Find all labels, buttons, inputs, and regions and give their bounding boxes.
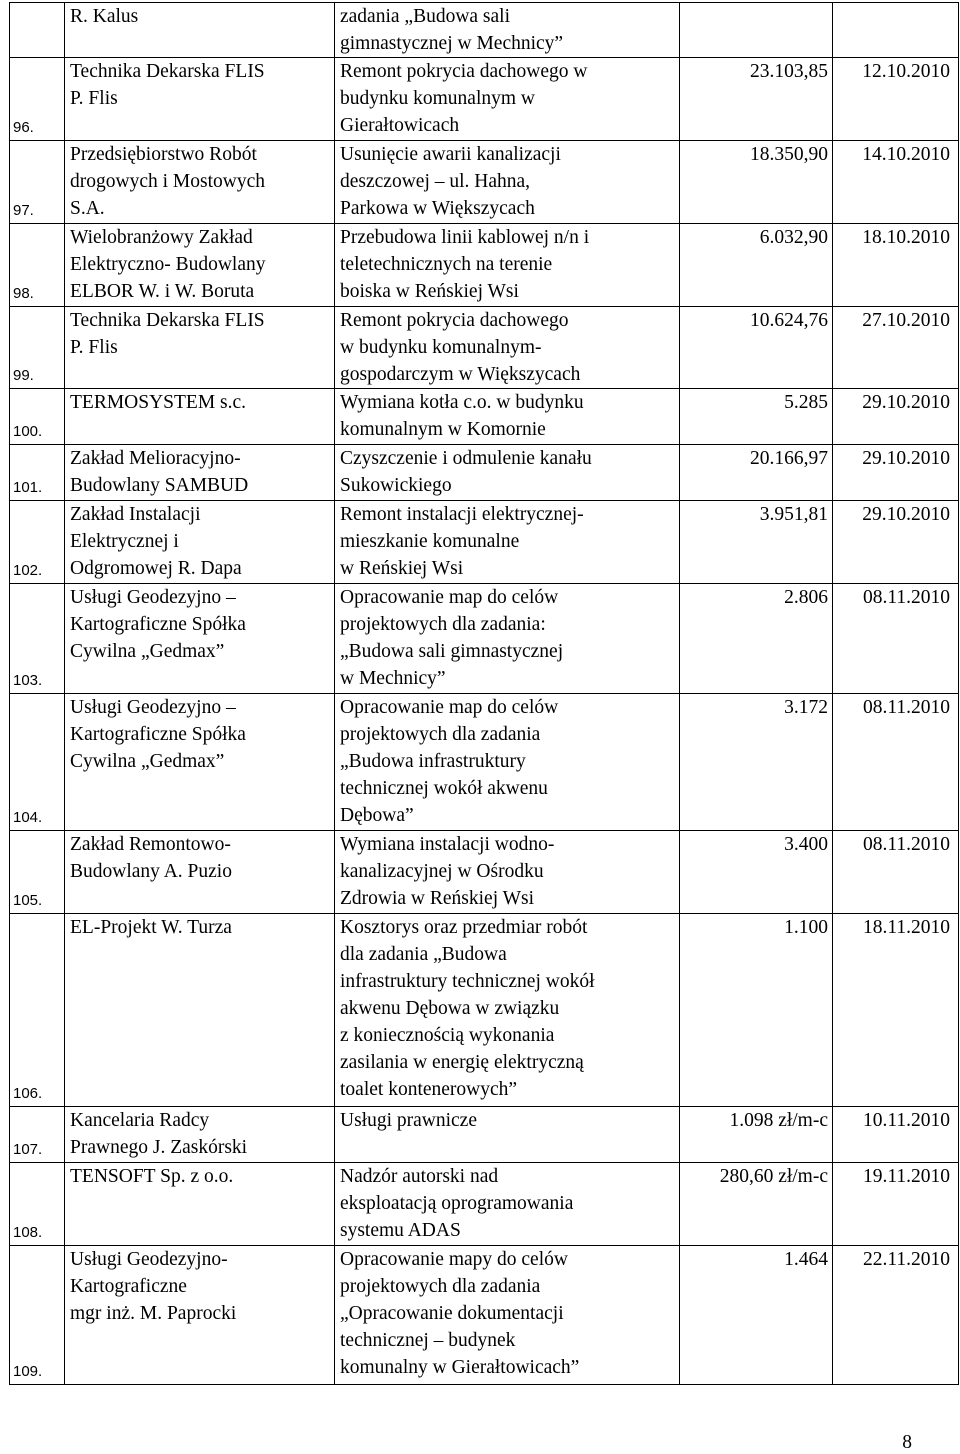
contractor-line: drogowych i Mostowych [70, 171, 265, 192]
row-number-cell [10, 3, 65, 58]
contractor-cell [65, 389, 335, 445]
table-row [10, 58, 959, 141]
contractor-cell [65, 1107, 335, 1163]
subject-line: projektowych dla zadania [340, 1276, 541, 1297]
subject-line: Opracowanie map do celów [340, 587, 559, 608]
subject-line: w budynku komunalnym- [340, 337, 542, 358]
subject-line: gospodarczym w Większycach [340, 364, 581, 385]
date-value: 08.11.2010 [862, 697, 950, 718]
subject-line: Wymiana instalacji wodno- [340, 834, 555, 855]
amount-cell [680, 1246, 833, 1385]
subject-line: Remont pokrycia dachowego [340, 310, 569, 331]
row-number: 108. [13, 1224, 43, 1241]
date-value: 29.10.2010 [862, 448, 950, 469]
date-cell [833, 914, 959, 1107]
amount-cell [680, 445, 833, 501]
amount-value: 20.166,97 [750, 448, 828, 469]
table-row [10, 914, 959, 1107]
subject-line: Przebudowa linii kablowej n/n i [340, 227, 590, 248]
subject-line: Gierałtowicach [340, 115, 460, 136]
amount-value: 10.624,76 [750, 310, 828, 331]
row-number: 109. [13, 1363, 43, 1380]
amount-cell [680, 58, 833, 141]
date-value: 12.10.2010 [862, 61, 950, 82]
subject-cell [335, 389, 680, 445]
row-number: 98. [13, 285, 34, 302]
amount-value: 6.032,90 [759, 227, 828, 248]
subject-cell [335, 3, 680, 58]
date-cell [833, 3, 959, 58]
subject-line: akwenu Dębowa w związku [340, 998, 560, 1019]
subject-cell [335, 445, 680, 501]
date-value: 29.10.2010 [862, 392, 950, 413]
contractor-line: Kartograficzne Spółka [70, 724, 246, 745]
amount-cell [680, 831, 833, 914]
subject-cell [335, 584, 680, 694]
row-number-cell [10, 445, 65, 501]
subject-line: Usunięcie awarii kanalizacji [340, 144, 561, 165]
date-cell [833, 1107, 959, 1163]
contractor-line: Cywilna „Gedmax” [70, 751, 225, 772]
amount-cell [680, 914, 833, 1107]
subject-line: Kosztorys oraz przedmiar robót [340, 917, 588, 938]
date-cell [833, 445, 959, 501]
amount-value: 23.103,85 [750, 61, 828, 82]
amount-cell [680, 307, 833, 389]
subject-line: eksploatacją oprogramowania [340, 1193, 574, 1214]
row-number: 103. [13, 672, 43, 689]
date-cell [833, 584, 959, 694]
row-number-cell [10, 584, 65, 694]
contractor-line: Elektrycznej i [70, 531, 179, 552]
contractor-line: Prawnego J. Zaskórski [70, 1137, 248, 1158]
row-number-cell [10, 141, 65, 224]
contractor-cell [65, 584, 335, 694]
contractor-line: Zakład Remontowo- [70, 834, 231, 855]
contractor-line: Budowlany SAMBUD [70, 475, 249, 496]
table-row [10, 224, 959, 307]
amount-cell [680, 224, 833, 307]
contractor-line: Kancelaria Radcy [70, 1110, 210, 1131]
contractor-line: Przedsiębiorstwo Robót [70, 144, 257, 165]
subject-line: budynku komunalnym w [340, 88, 535, 109]
subject-line: z koniecznością wykonania [340, 1025, 555, 1046]
date-value: 08.11.2010 [862, 587, 950, 608]
row-number-cell [10, 1246, 65, 1385]
subject-line: Parkowa w Większycach [340, 198, 535, 219]
date-cell [833, 307, 959, 389]
contractor-line: P. Flis [70, 88, 118, 109]
contractor-cell [65, 1163, 335, 1246]
date-value: 18.10.2010 [862, 227, 950, 248]
subject-line: Nadzór autorski nad [340, 1166, 499, 1187]
row-number: 102. [13, 562, 43, 579]
contractor-line: ELBOR W. i W. Boruta [70, 281, 255, 302]
amount-value: 1.100 [784, 917, 828, 938]
subject-line: kanalizacyjnej w Ośrodku [340, 861, 544, 882]
date-value: 18.11.2010 [862, 917, 950, 938]
contractor-line: TENSOFT Sp. z o.o. [70, 1166, 234, 1187]
subject-line: Sukowickiego [340, 475, 452, 496]
amount-cell [680, 1163, 833, 1246]
amount-value: 18.350,90 [750, 144, 828, 165]
row-number: 105. [13, 892, 43, 909]
subject-line: komunalnym w Komornie [340, 419, 546, 440]
amount-cell [680, 141, 833, 224]
contractor-cell [65, 831, 335, 914]
date-cell [833, 694, 959, 831]
subject-line: Czyszczenie i odmulenie kanału [340, 448, 592, 469]
table-row [10, 445, 959, 501]
table-row [10, 584, 959, 694]
subject-cell [335, 58, 680, 141]
amount-value: 3.951,81 [759, 504, 828, 525]
table-row [10, 141, 959, 224]
subject-line: gimnastycznej w Mechnicy” [340, 33, 564, 54]
subject-line: Wymiana kotła c.o. w budynku [340, 392, 584, 413]
date-value: 27.10.2010 [862, 310, 950, 331]
amount-value: 3.400 [784, 834, 828, 855]
date-value: 08.11.2010 [862, 834, 950, 855]
row-number: 101. [13, 479, 43, 496]
date-cell [833, 831, 959, 914]
date-value: 14.10.2010 [862, 144, 950, 165]
contractor-cell [65, 914, 335, 1107]
amount-value: 5.285 [784, 392, 828, 413]
amount-cell [680, 389, 833, 445]
table-row [10, 307, 959, 389]
row-number-cell [10, 1107, 65, 1163]
contractor-line: EL-Projekt W. Turza [70, 917, 232, 938]
subject-line: komunalny w Gierałtowicach” [340, 1357, 580, 1378]
subject-line: mieszkanie komunalne [340, 531, 520, 552]
contractor-line: Budowlany A. Puzio [70, 861, 232, 882]
row-number: 97. [13, 202, 34, 219]
subject-line: teletechnicznych na terenie [340, 254, 553, 275]
contractor-cell [65, 141, 335, 224]
row-number-cell [10, 831, 65, 914]
table-row [10, 1163, 959, 1246]
table-row [10, 694, 959, 831]
date-value: 19.11.2010 [862, 1166, 950, 1187]
subject-cell [335, 694, 680, 831]
subject-line: w Reńskiej Wsi [340, 558, 464, 579]
contractor-cell [65, 307, 335, 389]
subject-line: Opracowanie map do celów [340, 697, 559, 718]
subject-cell [335, 1107, 680, 1163]
contracts-table-body [10, 3, 959, 1385]
amount-cell [680, 1107, 833, 1163]
subject-line: technicznej wokół akwenu [340, 778, 548, 799]
contractor-line: Kartograficzne Spółka [70, 614, 246, 635]
row-number-cell [10, 389, 65, 445]
amount-value: 3.172 [784, 697, 828, 718]
subject-line: w Mechnicy” [340, 668, 446, 689]
row-number-cell [10, 58, 65, 141]
subject-cell [335, 831, 680, 914]
subject-line: „Budowa sali gimnastycznej [340, 641, 564, 662]
contractor-cell [65, 694, 335, 831]
contractor-line: Zakład Melioracyjno- [70, 448, 241, 469]
table-row [10, 501, 959, 584]
table-row [10, 831, 959, 914]
contractor-line: Zakład Instalacji [70, 504, 201, 525]
row-number: 106. [13, 1085, 43, 1102]
subject-line: infrastruktury technicznej wokół [340, 971, 595, 992]
subject-line: technicznej – budynek [340, 1330, 516, 1351]
date-cell [833, 501, 959, 584]
contractor-cell [65, 445, 335, 501]
table-row [10, 1246, 959, 1385]
row-number-cell [10, 1163, 65, 1246]
subject-line: „Opracowanie dokumentacji [340, 1303, 564, 1324]
subject-cell [335, 1246, 680, 1385]
contractor-line: mgr inż. M. Paprocki [70, 1303, 237, 1324]
amount-value: 1.464 [784, 1249, 828, 1270]
contractor-line: Usługi Geodezyjno – [70, 697, 236, 718]
contracts-table [9, 2, 959, 1385]
date-cell [833, 58, 959, 141]
row-number-cell [10, 501, 65, 584]
subject-line: zadania „Budowa sali [340, 6, 511, 27]
date-cell [833, 1163, 959, 1246]
subject-cell [335, 1163, 680, 1246]
row-number-cell [10, 914, 65, 1107]
amount-cell [680, 694, 833, 831]
subject-cell [335, 501, 680, 584]
contractor-line: Wielobranżowy Zakład [70, 227, 253, 248]
contractor-cell [65, 58, 335, 141]
contractor-line: Cywilna „Gedmax” [70, 641, 225, 662]
amount-value: 1.098 zł/m-c [729, 1110, 828, 1131]
subject-line: Remont instalacji elektrycznej- [340, 504, 584, 525]
subject-line: projektowych dla zadania [340, 724, 541, 745]
subject-line: systemu ADAS [340, 1220, 461, 1241]
contractor-line: R. Kalus [70, 6, 139, 27]
row-number: 107. [13, 1141, 43, 1158]
contractor-line: Technika Dekarska FLIS [70, 61, 265, 82]
amount-cell [680, 584, 833, 694]
subject-line: Remont pokrycia dachowego w [340, 61, 588, 82]
subject-line: projektowych dla zadania: [340, 614, 546, 635]
subject-line: deszczowej – ul. Hahna, [340, 171, 531, 192]
amount-cell [680, 501, 833, 584]
amount-cell [680, 3, 833, 58]
subject-cell [335, 307, 680, 389]
page-number: 8 [902, 1432, 912, 1453]
table-row [10, 389, 959, 445]
subject-cell [335, 224, 680, 307]
subject-line: toalet kontenerowych” [340, 1079, 518, 1100]
subject-line: „Budowa infrastruktury [340, 751, 526, 772]
subject-line: Dębowa” [340, 805, 414, 826]
contractor-line: Kartograficzne [70, 1276, 187, 1297]
date-cell [833, 224, 959, 307]
contractor-line: Technika Dekarska FLIS [70, 310, 265, 331]
contractor-line: Usługi Geodezyjno – [70, 587, 236, 608]
contractor-cell [65, 1246, 335, 1385]
subject-cell [335, 914, 680, 1107]
contractor-cell [65, 501, 335, 584]
contractor-cell [65, 3, 335, 58]
date-value: 10.11.2010 [862, 1110, 950, 1131]
date-value: 29.10.2010 [862, 504, 950, 525]
table-row [10, 1107, 959, 1163]
row-number-cell [10, 224, 65, 307]
contractor-line: Odgromowej R. Dapa [70, 558, 242, 579]
subject-cell [335, 141, 680, 224]
date-value: 22.11.2010 [862, 1249, 950, 1270]
row-number: 104. [13, 809, 43, 826]
subject-line: Zdrowia w Reńskiej Wsi [340, 888, 535, 909]
date-cell [833, 1246, 959, 1385]
date-cell [833, 141, 959, 224]
row-number-cell [10, 694, 65, 831]
subject-line: zasilania w energię elektryczną [340, 1052, 584, 1073]
subject-line: boiska w Reńskiej Wsi [340, 281, 519, 302]
contractor-line: Usługi Geodezyjno- [70, 1249, 228, 1270]
row-number-cell [10, 307, 65, 389]
contractor-line: TERMOSYSTEM s.c. [70, 392, 247, 413]
date-cell [833, 389, 959, 445]
amount-value: 280,60 zł/m-c [719, 1166, 828, 1187]
row-number: 96. [13, 119, 34, 136]
contractor-cell [65, 224, 335, 307]
amount-value: 2.806 [784, 587, 828, 608]
row-number: 100. [13, 423, 43, 440]
subject-line: Opracowanie mapy do celów [340, 1249, 568, 1270]
contractor-line: S.A. [70, 198, 105, 219]
subject-line: Usługi prawnicze [340, 1110, 477, 1131]
contractor-line: Elektryczno- Budowlany [70, 254, 266, 275]
contractor-line: P. Flis [70, 337, 118, 358]
subject-line: dla zadania „Budowa [340, 944, 507, 965]
row-number: 99. [13, 367, 34, 384]
table-row [10, 3, 959, 58]
